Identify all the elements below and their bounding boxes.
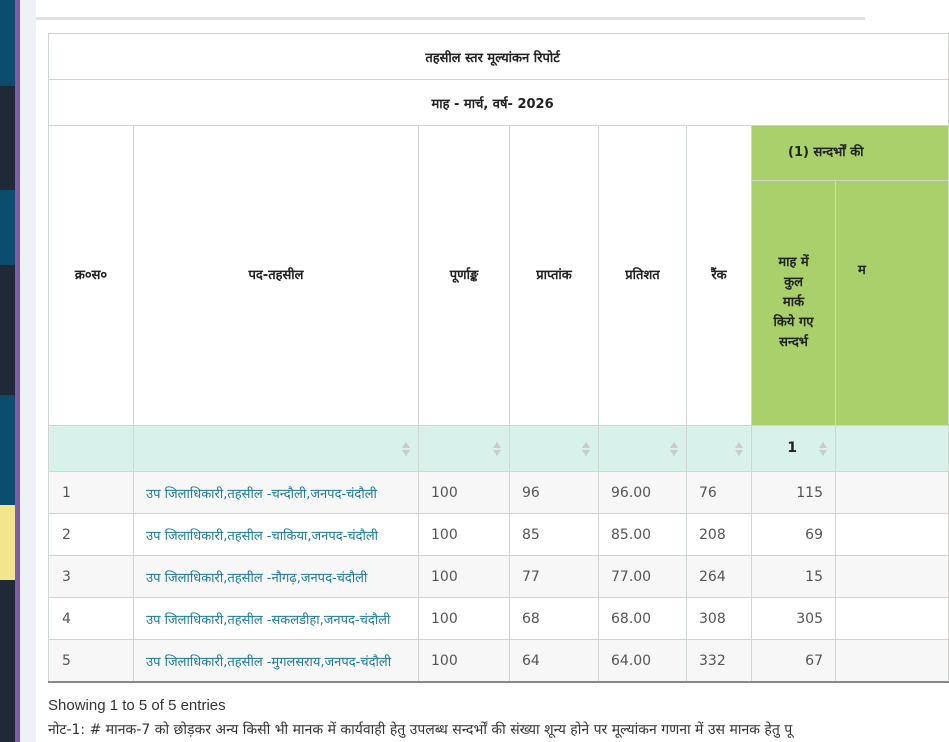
table-row (49, 472, 949, 514)
post-link[interactable]: उप जिलाधिकारी,तहसील -चन्दौली,जनपद-चंदौली (146, 486, 377, 502)
sort-icon[interactable] (493, 441, 501, 457)
cell-obtained: 85 (510, 514, 599, 556)
post-link[interactable]: उप जिलाधिकारी,तहसील -मुगलसराय,जनपद-चंदौली (146, 654, 392, 670)
filter-cell-sn[interactable] (49, 426, 134, 472)
top-header-strip (36, 0, 865, 20)
cell-percent: 96.00 (599, 472, 687, 514)
cell-sn: 5 (49, 640, 134, 683)
col-header-sn[interactable]: क्र०स० (49, 126, 134, 426)
cell-marked: 67 (752, 640, 836, 683)
sort-icon[interactable] (582, 441, 590, 457)
filter-cell-marked[interactable] (752, 426, 836, 472)
sort-icon[interactable] (670, 441, 678, 457)
cell-rank: 308 (687, 598, 752, 640)
cell-sn: 2 (49, 514, 134, 556)
sidebar-item[interactable] (0, 28, 15, 86)
filter-row (49, 426, 949, 472)
report-content (36, 20, 865, 742)
filter-cell-post[interactable] (134, 426, 419, 472)
filter-cell-percent[interactable] (599, 426, 687, 472)
col-header-marked-references[interactable]: माह में कुल मार्क किये गए सन्दर्भ (752, 181, 836, 426)
cell-full: 100 (419, 472, 510, 514)
cell-post[interactable] (134, 598, 419, 640)
cell-marked: 69 (752, 514, 836, 556)
sidebar-item[interactable] (0, 190, 15, 265)
cell-rank: 264 (687, 556, 752, 598)
cell-rank: 208 (687, 514, 752, 556)
filter-cell-obtained[interactable] (510, 426, 599, 472)
cell-full: 100 (419, 556, 510, 598)
cell-post[interactable] (134, 556, 419, 598)
cell-marked: 15 (752, 556, 836, 598)
col-header-rank[interactable]: रैंक (687, 126, 752, 426)
cell-full: 100 (419, 640, 510, 683)
sort-icon[interactable] (735, 441, 743, 457)
report-title: तहसील स्तर मूल्यांकन रिपोर्ट (49, 34, 949, 80)
app-sidebar (0, 0, 15, 742)
table-summary: Showing 1 to 5 of 5 entries (48, 697, 226, 714)
report-table (48, 33, 949, 683)
sort-icon[interactable] (819, 441, 827, 457)
cell-sn: 1 (49, 472, 134, 514)
cell-rank: 76 (687, 472, 752, 514)
footnote: नोट-1: # मानक-7 को छोड़कर अन्य किसी भी मानक में कार्यवाही हेतु उपलब्ध सन्दर्भों की संख्या शून्य होने पर मूल्यांकन गणना में उस मानक हेतु पू (48, 722, 793, 738)
cell-sn: 3 (49, 556, 134, 598)
col-header-full-marks[interactable]: पूर्णाङ्क (419, 126, 510, 426)
col-group-references: (1) सन्दर्भों की (752, 126, 949, 181)
col-header-obtained[interactable]: प्राप्तांक (510, 126, 599, 426)
cell-marked: 305 (752, 598, 836, 640)
report-period: माह - मार्च, वर्ष- 2026 (49, 80, 949, 126)
filter-cell-full[interactable] (419, 426, 510, 472)
sidebar-item[interactable] (0, 395, 15, 505)
page-gutter (20, 0, 36, 742)
cell-next (836, 556, 949, 598)
table-row (49, 514, 949, 556)
cell-full: 100 (419, 514, 510, 556)
cell-post[interactable] (134, 640, 419, 683)
filter-cell-next[interactable] (836, 426, 949, 472)
cell-percent: 64.00 (599, 640, 687, 683)
col-header-percent[interactable]: प्रतिशत (599, 126, 687, 426)
cell-obtained: 64 (510, 640, 599, 683)
filter-cell-rank[interactable] (687, 426, 752, 472)
table-row (49, 556, 949, 598)
sort-icon[interactable] (402, 441, 410, 457)
col-header-post[interactable]: पद-तहसील (134, 126, 419, 426)
cell-next (836, 514, 949, 556)
cell-next (836, 472, 949, 514)
filter-value: 1 (787, 440, 797, 457)
cell-next (836, 598, 949, 640)
cell-percent: 77.00 (599, 556, 687, 598)
post-link[interactable]: उप जिलाधिकारी,तहसील -सकलडीहा,जनपद-चंदौली (146, 612, 391, 628)
post-link[interactable]: उप जिलाधिकारी,तहसील -नौगढ़,जनपद-चंदौली (146, 570, 368, 586)
sidebar-item[interactable] (0, 0, 15, 28)
cell-obtained: 77 (510, 556, 599, 598)
cell-post[interactable] (134, 472, 419, 514)
cell-sn: 4 (49, 598, 134, 640)
cell-percent: 85.00 (599, 514, 687, 556)
cell-marked: 115 (752, 472, 836, 514)
table-row (49, 598, 949, 640)
cell-next (836, 640, 949, 683)
cell-full: 100 (419, 598, 510, 640)
table-row (49, 640, 949, 683)
cell-obtained: 96 (510, 472, 599, 514)
cell-post[interactable] (134, 514, 419, 556)
cell-percent: 68.00 (599, 598, 687, 640)
col-header-next-partial[interactable]: म (836, 181, 949, 426)
cell-obtained: 68 (510, 598, 599, 640)
sidebar-item-active[interactable] (0, 505, 15, 580)
post-link[interactable]: उप जिलाधिकारी,तहसील -चाकिया,जनपद-चंदौली (146, 528, 379, 544)
cell-rank: 332 (687, 640, 752, 683)
